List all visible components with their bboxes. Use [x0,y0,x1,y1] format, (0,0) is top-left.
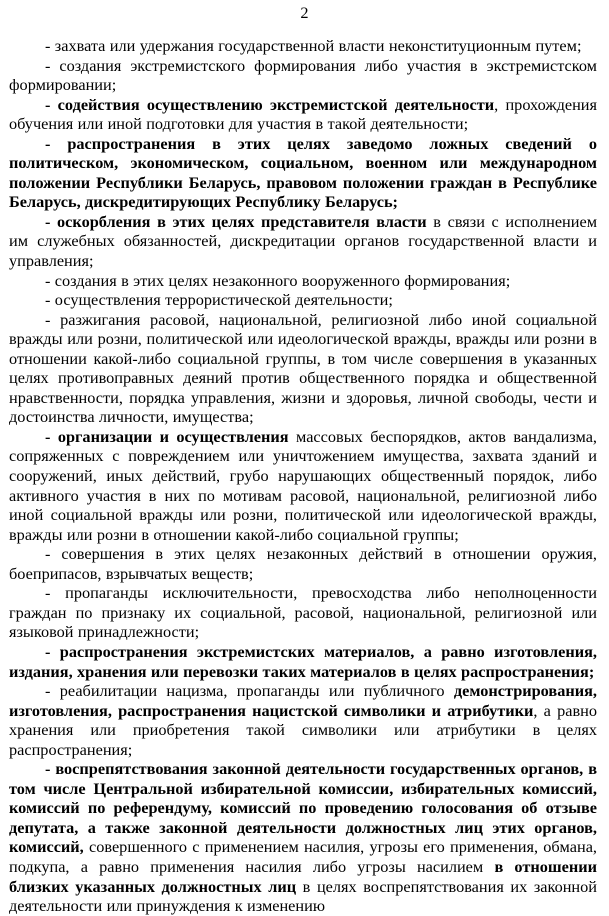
paragraph [9,427,597,544]
paragraph [9,56,597,95]
text: - реабилитации нацизма, пропаганды или публичного [45,681,454,701]
bold-text: - распространения экстремистских материалов, а равно изготовления, издания, хранения или перевозки таких материалов в целях распространения; [9,641,597,681]
bold-text: - оскорбления в этих целях представителя власти [45,211,427,231]
paragraph [9,212,597,271]
bold-text: - содействия осуществлению экстремистской деятельности [45,94,495,114]
page-number: 2 [300,3,309,22]
bold-text: - организации и осуществления [45,426,289,446]
text: в связи с исполнением им служебных обязанностей, дискредитации органов государственной власти и управления; [9,211,598,271]
text: - разжигания расовой, национальной, религиозной либо иной социальной вражды или розни, политической или идеологической вражды, вражды или розни в отношении какой-либо социальной группы, в том числе совершения в указанных целях противоправных деяний против общественного порядка и общественной нравственности, порядка управления, жизни и здоровья, личной свободы, чести и достоинства личности, имущества; [9,309,597,427]
text: - совершения в этих целях незаконных действий в отношении оружия, боеприпасов, взрывчатых веществ; [9,544,597,583]
text: - захвата или удержания государственной власти неконституционным путем; [45,36,582,55]
text: , а равно хранения или приобретения такой символики или атрибутики в целях распространения; [9,700,598,759]
paragraph [9,642,597,681]
bold-text: демонстрирования, изготовления, распространения нацистской символики и атрибутики [9,681,597,720]
text: в целях воспрепятствования их законной деятельности или принуждения к изменению [9,876,597,916]
bold-text: в отношении близких указанных должностных лиц [9,856,597,896]
text: , прохождения обучения или иной подготовки для участия в такой деятельности; [9,94,597,134]
paragraph [9,583,597,642]
paragraph [9,544,597,583]
paragraph [9,681,597,759]
text: - создания в этих целях незаконного вооруженного формирования; [45,270,511,290]
document-body [9,36,597,916]
text: - осуществления террористической деятельности; [45,290,393,310]
paragraph [9,290,597,310]
paragraph [9,271,597,291]
text: массовых беспорядков, актов вандализма, сопряженных с повреждением или уничтожением имущества, захвата зданий и сооружений, иных действий, грубо нарушающих общественный порядок, либо активного участия в них по мотивам расовой, национальной, религиозной либо иной социальной вражды или розни, политической или идеологической вражды, вражды или розни в отношении какой-либо социальной группы; [9,426,597,544]
paragraph [9,134,597,212]
paragraph [9,36,597,56]
text: - создания экстремистского формирования либо участия в экстремистском формировании; [9,55,597,95]
text: совершенного с применением насилия, угрозы его применения, обмана, подкупа, а равно применения насилия либо угрозы насилием [9,837,597,876]
paragraph [9,310,597,427]
bold-text: - распространения в этих целях заведомо ложных сведений о политическом, экономическом, социальном, военном или международном положении Республики Беларусь, правовом положении граждан в Республике Беларусь, дискредитирующих Республику Беларусь; [9,133,597,212]
paragraph [9,95,597,134]
bold-text: - воспрепятствования законной деятельности государственных органов, в том числе Центральной избирательной комиссии, избирательных комиссий, комиссий по референдуму, комиссий по проведению голосования об отзыве депутата, а также законной деятельности должностных лиц этих органов, комиссий, [9,759,597,857]
paragraph [9,759,597,915]
text: - пропаганды исключительности, превосходства либо неполноценности граждан по признаку их социальной, расовой, национальной, религиозной или языковой принадлежности; [9,583,597,642]
